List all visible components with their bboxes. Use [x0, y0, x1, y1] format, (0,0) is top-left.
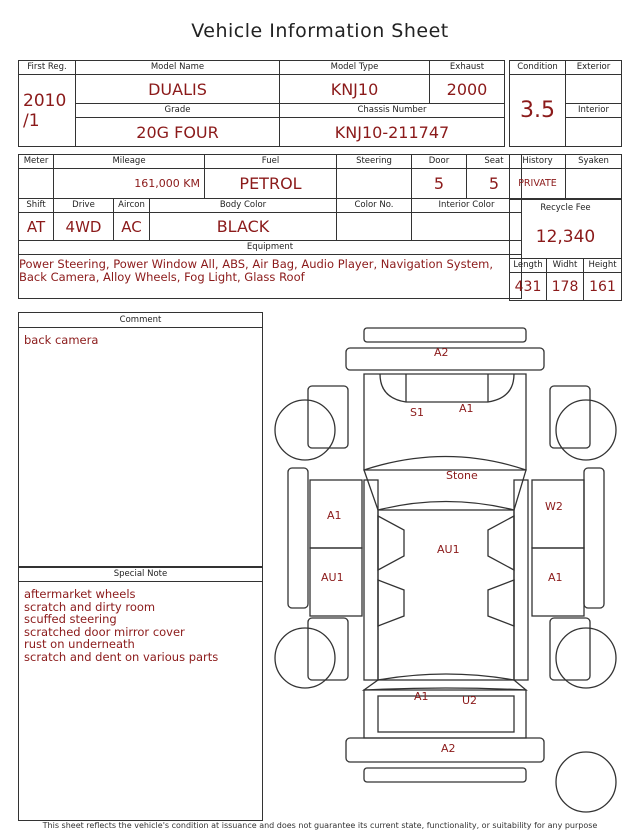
recycle-fee-label: Recycle Fee: [540, 203, 591, 213]
first-reg-label: First Reg.: [19, 61, 76, 75]
mileage-label: Mileage: [54, 155, 205, 169]
drive-value: 4WD: [54, 213, 114, 241]
special-note-item: scratch and dirty room: [24, 599, 156, 614]
door-label: Door: [412, 155, 467, 169]
steering-value: [337, 169, 412, 199]
damage-hood-right: A1: [459, 402, 474, 415]
aircon-value: AC: [114, 213, 150, 241]
comment-label: Comment: [19, 313, 262, 328]
special-note-item: scratch and dent on various parts: [24, 649, 219, 664]
special-note-item: aftermarket wheels: [24, 587, 136, 601]
grade-label: Grade: [76, 104, 280, 118]
drive-label: Drive: [54, 199, 114, 213]
model-type-value: KNJ10: [280, 75, 430, 104]
fuel-label: Fuel: [205, 155, 337, 169]
history-label: History: [510, 155, 566, 169]
model-name-label: Model Name: [76, 61, 280, 75]
syaken-value: [566, 169, 622, 199]
interior-value: [566, 118, 622, 147]
damage-trunk-right: U2: [462, 694, 478, 707]
history-value: PRIVATE: [510, 169, 566, 199]
damage-front-right-door: W2: [545, 500, 563, 513]
interior-label: Interior: [566, 104, 622, 118]
comment-text: back camera: [24, 333, 99, 347]
seat-label: Seat: [467, 155, 522, 169]
damage-center: AU1: [437, 543, 460, 556]
damage-front-bumper: A2: [434, 346, 449, 359]
recycle-fee-box: [509, 199, 622, 259]
vehicle-identity-table: [18, 60, 505, 147]
special-note-item: rust on underneath: [24, 637, 135, 651]
condition-table: [509, 60, 622, 147]
equipment-label: Equipment: [19, 241, 522, 255]
chassis-value: KNJ10-211747: [280, 118, 505, 147]
condition-value: 3.5: [510, 75, 566, 147]
special-note-item: scuffed steering: [24, 612, 117, 626]
exhaust-value: 2000: [430, 75, 505, 104]
comment-box: [18, 312, 263, 568]
meter-value: [19, 169, 54, 199]
special-note-box: [18, 566, 263, 821]
width-value: 178: [547, 273, 584, 301]
interior-color-value: [412, 213, 522, 241]
damage-rear-left-door: AU1: [321, 571, 344, 584]
steering-label: Steering: [337, 155, 412, 169]
damage-trunk-left: A1: [414, 690, 429, 703]
length-value: 431: [510, 273, 547, 301]
exterior-value: [566, 75, 622, 104]
recycle-fee-value: 12,340: [535, 227, 596, 247]
color-no-value: [337, 213, 412, 241]
special-note-list: [19, 582, 262, 665]
width-label: Widht: [547, 259, 584, 273]
height-label: Height: [584, 259, 622, 273]
exterior-label: Exterior: [566, 61, 622, 75]
exhaust-label: Exhaust: [430, 61, 505, 75]
body-color-label: Body Color: [150, 199, 337, 213]
damage-rear-bumper: A2: [441, 742, 456, 755]
model-type-label: Model Type: [280, 61, 430, 75]
aircon-label: Aircon: [114, 199, 150, 213]
history-table: [509, 154, 622, 199]
seat-value: 5: [467, 169, 522, 199]
height-value: 161: [584, 273, 622, 301]
model-name-value: DUALIS: [76, 75, 280, 104]
chassis-label: Chassis Number: [280, 104, 505, 118]
mileage-value: 161,000 KM: [54, 169, 205, 199]
fuel-value: PETROL: [205, 169, 337, 199]
special-note-label: Special Note: [19, 567, 262, 582]
length-label: Length: [510, 259, 547, 273]
syaken-label: Syaken: [566, 155, 622, 169]
damage-front-left-door: A1: [327, 509, 342, 522]
shift-value: AT: [19, 213, 54, 241]
body-color-value: BLACK: [150, 213, 337, 241]
equipment-value: Power Steering, Power Window All, ABS, Air Bag, Audio Player, Navigation System, Back Camera, Alloy Wheels, Fog Light, Glass Roof: [19, 255, 522, 299]
shift-label: Shift: [19, 199, 54, 213]
condition-label: Condition: [510, 61, 566, 75]
damage-hood-left: S1: [410, 406, 424, 419]
vehicle-specs-table: [18, 154, 522, 299]
damage-rear-right-door: A1: [548, 571, 563, 584]
door-value: 5: [412, 169, 467, 199]
interior-color-label: Interior Color: [412, 199, 522, 213]
grade-value: 20G FOUR: [76, 118, 280, 147]
page-title: Vehicle Information Sheet: [191, 20, 449, 42]
color-no-label: Color No.: [337, 199, 412, 213]
damage-roof: Stone: [446, 469, 478, 482]
disclaimer-footer: This sheet reflects the vehicle's condition at issuance and does not guarantee its current state, functionality, or suitability for any purpose: [42, 821, 598, 830]
first-reg-value: 2010 /1: [19, 75, 76, 147]
meter-label: Meter: [19, 155, 54, 169]
special-note-item: scratched door mirror cover: [24, 624, 185, 639]
dimensions-table: [509, 258, 622, 301]
